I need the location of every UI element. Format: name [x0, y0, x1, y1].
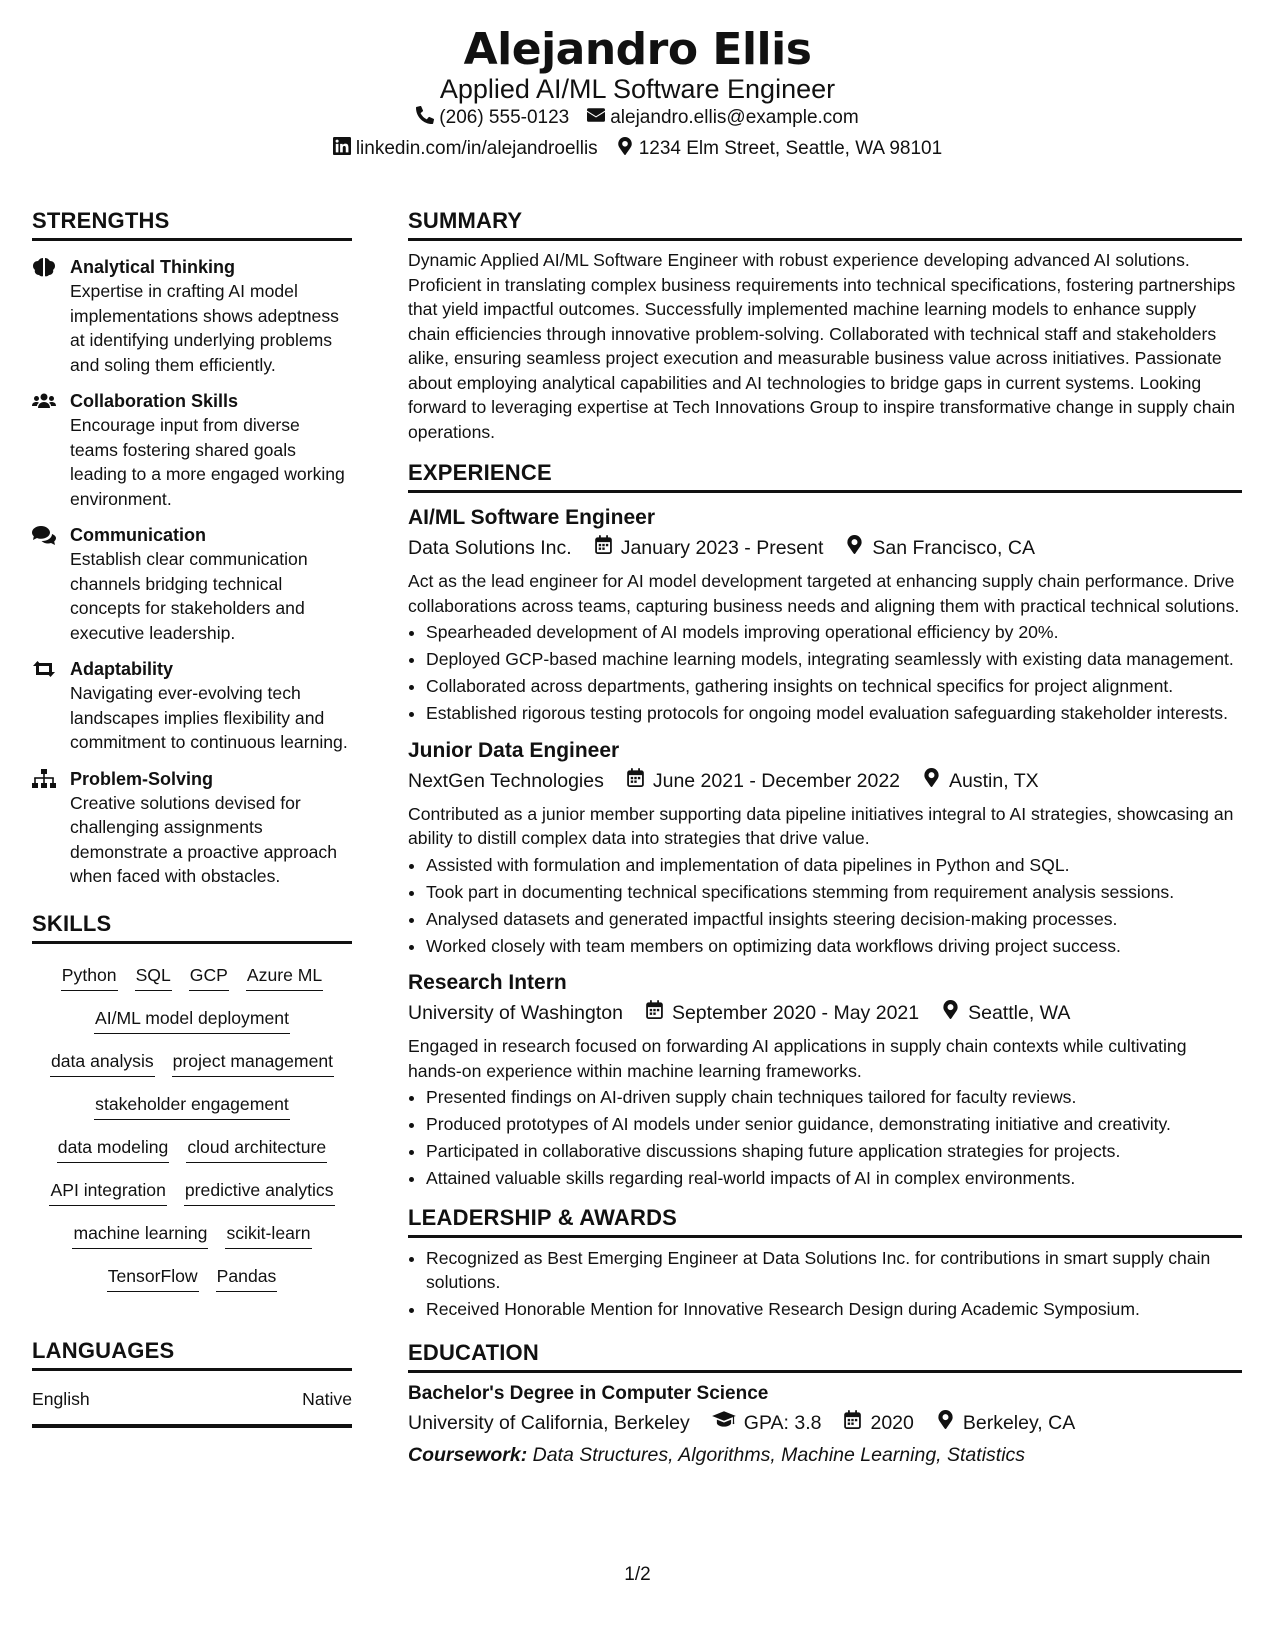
job-entry	[408, 969, 1242, 1191]
job-title: Junior Data Engineer	[408, 738, 620, 762]
award-item: • Received Honorable Mention for Innovative Research Design during Academic Symposium.	[426, 1297, 1242, 1322]
job-location: Austin, TX	[949, 769, 1039, 792]
strength-title: Analytical Thinking	[70, 257, 236, 277]
job-desc: Contributed as a junior member supporting data pipeline initiatives integral to AI strategies, showcasing an ability to distill complex data into strategies that drive value.	[408, 803, 1234, 848]
job-dates: June 2021 - December 2022	[652, 769, 901, 792]
phone-icon	[416, 106, 434, 130]
strengths-heading: STRENGTHS	[32, 208, 352, 241]
linkedin-contact[interactable]	[333, 137, 598, 161]
skill-tag: stakeholder engagement	[94, 1089, 290, 1120]
awards-list	[408, 1246, 1242, 1322]
summary-heading: SUMMARY	[408, 208, 1242, 241]
graduation-cap-icon	[712, 1409, 736, 1437]
coursework	[408, 1441, 1242, 1469]
skills-heading: SKILLS	[32, 911, 352, 944]
job-dates: January 2023 - Present	[620, 537, 824, 559]
job-title: Research Intern	[408, 971, 567, 994]
skill-tag: SQL	[135, 960, 172, 991]
job-bullet: • Assisted with formulation and implementation of data pipelines in Python and SQL.	[426, 853, 1242, 878]
skill-tag: machine learning	[72, 1218, 208, 1249]
map-marker-icon	[941, 999, 960, 1027]
skill-tag: Python	[61, 960, 118, 991]
job-bullet: • Deployed GCP-based machine learning models, integrating seamlessly with existing data management.	[426, 647, 1242, 672]
right-column	[408, 208, 1242, 1469]
email-contact[interactable]	[587, 106, 858, 130]
job-bullet: • Took part in documenting technical specifications stemming from requirement analysis sessions.	[426, 880, 1242, 905]
candidate-name: Alejandro Ellis	[463, 24, 812, 75]
left-column	[32, 208, 352, 1428]
calendar-icon	[645, 999, 664, 1027]
map-marker-icon	[845, 534, 864, 562]
sitemap-icon	[32, 769, 56, 789]
language-row	[32, 1389, 352, 1428]
job-bullets	[408, 1085, 1242, 1191]
users-icon	[32, 391, 56, 411]
job-bullet: • Established rigorous testing protocols for ongoing model evaluation safeguarding stakeholder interests.	[426, 701, 1242, 726]
skill-tag: data analysis	[50, 1046, 155, 1077]
strength-title: Communication	[70, 525, 207, 545]
job-desc: Engaged in research focused on forwarding AI applications in supply chain contexts while cultivating hands-on experience within machine learning frameworks.	[408, 1036, 1187, 1081]
job-bullet: • Worked closely with team members on optimizing data workflows driving project success.	[426, 934, 1242, 959]
map-marker-icon	[616, 137, 634, 161]
graduation-year: 2020	[870, 1411, 914, 1434]
phone-contact	[416, 106, 569, 130]
job-bullet: • Produced prototypes of AI models under senior guidance, demonstrating initiative and creativity.	[426, 1112, 1242, 1137]
job-company: University of Washington	[408, 1002, 623, 1024]
job-entry	[408, 504, 1242, 726]
skills-list	[32, 954, 352, 1298]
strength-item	[32, 255, 352, 377]
strength-item	[32, 389, 352, 511]
skill-tag: TensorFlow	[107, 1261, 199, 1292]
strength-title: Adaptability	[70, 659, 174, 679]
email-text[interactable]: alejandro.ellis@example.com	[610, 107, 859, 128]
experience-heading: EXPERIENCE	[408, 460, 1242, 493]
skill-tag: Pandas	[216, 1261, 278, 1292]
strength-desc: Expertise in crafting AI model implementations shows adeptness at identifying underlying problems and soling them efficiently.	[70, 281, 339, 375]
comments-icon	[32, 525, 56, 545]
skill-tag: project management	[172, 1046, 334, 1077]
skill-tag: GCP	[189, 960, 229, 991]
degree-title: Bachelor's Degree in Computer Science	[408, 1382, 769, 1404]
languages-heading: LANGUAGES	[32, 1338, 352, 1371]
job-bullet: • Presented findings on AI-driven supply chain techniques tailored for faculty reviews.	[426, 1085, 1242, 1110]
strength-desc: Navigating ever-evolving tech landscapes implies flexibility and commitment to continuous learning.	[70, 683, 348, 752]
job-entry	[408, 737, 1242, 959]
job-company: NextGen Technologies	[408, 769, 604, 792]
award-item: • Recognized as Best Emerging Engineer at Data Solutions Inc. for contributions in smart supply chain solutions.	[426, 1246, 1242, 1295]
job-bullet: • Attained valuable skills regarding real-world impacts of AI in complex environments.	[426, 1166, 1242, 1191]
job-company: Data Solutions Inc.	[408, 537, 572, 559]
strength-title: Collaboration Skills	[70, 391, 239, 411]
gpa: GPA: 3.8	[743, 1411, 822, 1434]
job-dates: September 2020 - May 2021	[671, 1002, 920, 1024]
job-desc: Act as the lead engineer for AI model development targeted at enhancing supply chain performance. Drive collaborations across teams, capturing business needs and aligning them with practical technical solutions.	[408, 571, 1240, 616]
contact-row-2	[0, 137, 1275, 161]
strength-title: Problem-Solving	[70, 768, 214, 789]
map-marker-icon	[922, 767, 941, 795]
job-bullets	[408, 620, 1242, 726]
language-name: English	[32, 1388, 90, 1409]
coursework-list: Data Structures, Algorithms, Machine Learning, Statistics	[532, 1443, 1026, 1466]
coursework-label: Coursework:	[408, 1443, 528, 1466]
skill-tag: cloud architecture	[186, 1132, 327, 1163]
brain-icon	[32, 257, 56, 277]
job-meta	[408, 999, 1242, 1027]
contact-row-1	[0, 106, 1275, 130]
strength-item	[32, 767, 352, 889]
school-name: University of California, Berkeley	[408, 1411, 690, 1434]
calendar-icon	[843, 1409, 862, 1437]
map-marker-icon	[936, 1409, 955, 1437]
calendar-icon	[594, 534, 613, 562]
job-bullet: • Analysed datasets and generated impactful insights steering decision-making processes.	[426, 907, 1242, 932]
page-number: 1/2	[624, 1564, 651, 1585]
linkedin-icon	[333, 137, 351, 161]
job-location: Seattle, WA	[968, 1002, 1071, 1024]
address-contact	[616, 137, 942, 161]
education-heading: EDUCATION	[408, 1340, 1242, 1373]
job-title: AI/ML Software Engineer	[408, 506, 655, 529]
job-bullet: • Spearheaded development of AI models improving operational efficiency by 20%.	[426, 620, 1242, 645]
job-location: San Francisco, CA	[872, 537, 1035, 559]
skill-tag: predictive analytics	[184, 1175, 335, 1206]
education-location: Berkeley, CA	[962, 1411, 1076, 1434]
job-meta	[408, 534, 1242, 562]
calendar-icon	[626, 767, 645, 795]
job-meta	[408, 767, 1242, 795]
skill-tag: API integration	[49, 1175, 166, 1206]
address-text: 1234 Elm Street, Seattle, WA 98101	[638, 138, 943, 159]
retweet-icon	[32, 659, 56, 679]
strength-desc: Encourage input from diverse teams fostering shared goals leading to a more engaged working environment.	[70, 415, 345, 509]
job-bullet: • Participated in collaborative discussions shaping future application strategies for projects.	[426, 1139, 1242, 1164]
summary-text: Dynamic Applied AI/ML Software Engineer with robust experience developing advanced AI solutions. Proficient in translating complex business requirements into technical specifications, fostering partnerships that yield impactful outcomes. Successfully implemented machine learning models to enhance supply chain efficiencies through innovative problem-solving. Collaborated with technical staff and stakeholders alike, ensuring seamless project execution and measurable business value across initiatives. Passionate about employing analytical capabilities and AI technologies to bridge gaps in current systems. Looking forward to leveraging expertise at Tech Innovations Group to inspire transformative change in supply chain operations.	[408, 250, 1236, 442]
strength-desc: Establish clear communication channels bridging technical concepts for stakeholders and executive leadership.	[70, 549, 308, 643]
education-meta	[408, 1409, 1242, 1437]
strength-desc: Creative solutions devised for challenging assignments demonstrate a proactive approach when faced with obstacles.	[70, 792, 337, 886]
skill-tag: AI/ML model deployment	[94, 1003, 290, 1034]
language-level: Native	[302, 1388, 352, 1409]
job-bullet: • Collaborated across departments, gathering insights on technical specifics for project alignment.	[426, 674, 1242, 699]
awards-heading: LEADERSHIP & AWARDS	[408, 1205, 1242, 1238]
linkedin-text[interactable]: linkedin.com/in/alejandroellis	[355, 138, 598, 159]
phone-text: (206) 555-0123	[439, 107, 570, 128]
skill-tag: Azure ML	[246, 960, 323, 991]
candidate-role: Applied AI/ML Software Engineer	[439, 74, 836, 104]
job-bullets	[408, 853, 1242, 959]
envelope-icon	[587, 106, 605, 130]
skill-tag: scikit-learn	[225, 1218, 311, 1249]
strength-item	[32, 657, 352, 755]
skill-tag: data modeling	[57, 1132, 170, 1163]
strength-item	[32, 523, 352, 645]
